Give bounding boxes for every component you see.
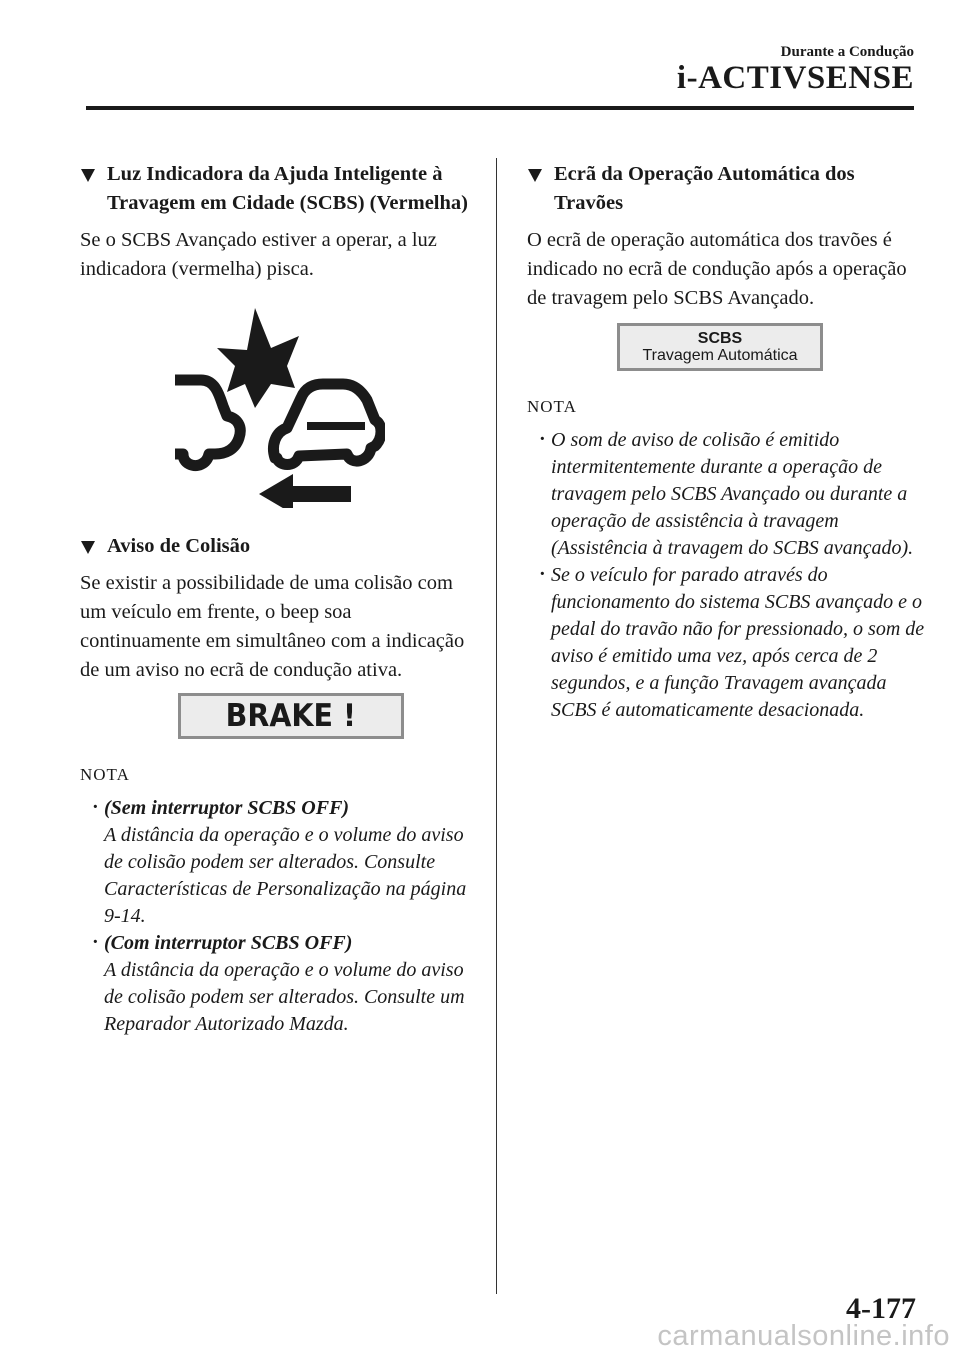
brake-warning-text: BRAKE !	[225, 698, 357, 734]
note-title: · (Sem interruptor SCBS OFF)	[104, 797, 350, 819]
paragraph-collision: Se existir a possibilidade de uma colisão com um veículo em frente, o beep soa continuamente em simultâneo com a indicação de um aviso no ecrã de condução ativa.	[80, 572, 465, 681]
header-rule	[86, 106, 914, 110]
auto-brake-display	[617, 323, 823, 371]
list-item: · O som de aviso de colisão é emitido intermitentemente durante a operação de travagem pelo SCBS Avançado ou durante a operação de assistência à travagem (Assistência à travagem do SCBS avançado).	[527, 427, 927, 562]
note-list	[80, 795, 476, 1038]
down-triangle-icon	[81, 169, 95, 182]
column-divider	[496, 158, 497, 1294]
scbs-collision-indicator-icon	[175, 308, 385, 508]
note-label: NOTA	[527, 397, 577, 416]
list-item	[80, 930, 476, 1038]
list-item	[80, 795, 476, 930]
display-line-2: Travagem Automática	[642, 347, 798, 364]
brake-warning-display	[178, 693, 404, 739]
section-heading-indicator	[80, 160, 476, 218]
note-label: NOTA	[80, 765, 130, 784]
section-heading-auto-brake	[527, 160, 927, 218]
heading-text: Ecrã da Operação Automática dos Travões	[554, 163, 855, 214]
note-text: A distância da operação e o volume do aviso de colisão podem ser alterados. Consulte um Reparador Autorizado Mazda.	[104, 959, 465, 1035]
page-number: 4-177	[846, 1292, 916, 1325]
display-line-1: SCBS	[697, 330, 743, 347]
header-subtitle: Durante a Condução	[780, 44, 914, 60]
watermark: carmanualsonline.info	[657, 1320, 950, 1352]
indicator-illustration	[80, 284, 476, 532]
paragraph-indicator: Se o SCBS Avançado estiver a operar, a luz indicadora (vermelha) pisca.	[80, 229, 437, 280]
header-title: i-ACTIVSENSE	[676, 60, 914, 96]
heading-text: Luz Indicadora da Ajuda Inteligente à Travagem em Cidade (SCBS) (Vermelha)	[107, 163, 468, 214]
right-column	[527, 160, 927, 724]
note-title: · (Com interruptor SCBS OFF)	[104, 932, 353, 954]
left-column	[80, 160, 476, 1038]
note-list	[527, 427, 927, 724]
down-triangle-icon	[81, 541, 95, 554]
note-text: A distância da operação e o volume do aviso de colisão podem ser alterados. Consulte Características de Personalização na página 9-14.	[104, 824, 467, 927]
paragraph-auto-brake: O ecrã de operação automática dos travões é indicado no ecrã de condução após a operação de travagem pelo SCBS Avançado.	[527, 229, 907, 309]
list-item: · Se o veículo for parado através do funcionamento do sistema SCBS avançado e o pedal do travão não for pressionado, o som de aviso é emitido uma vez, após cerca de 2 segundos, e a função Travagem avançada SCBS é automaticamente desacionada.	[527, 562, 927, 724]
heading-text: Aviso de Colisão	[107, 535, 251, 557]
section-heading-collision	[80, 532, 476, 561]
down-triangle-icon	[528, 169, 542, 182]
